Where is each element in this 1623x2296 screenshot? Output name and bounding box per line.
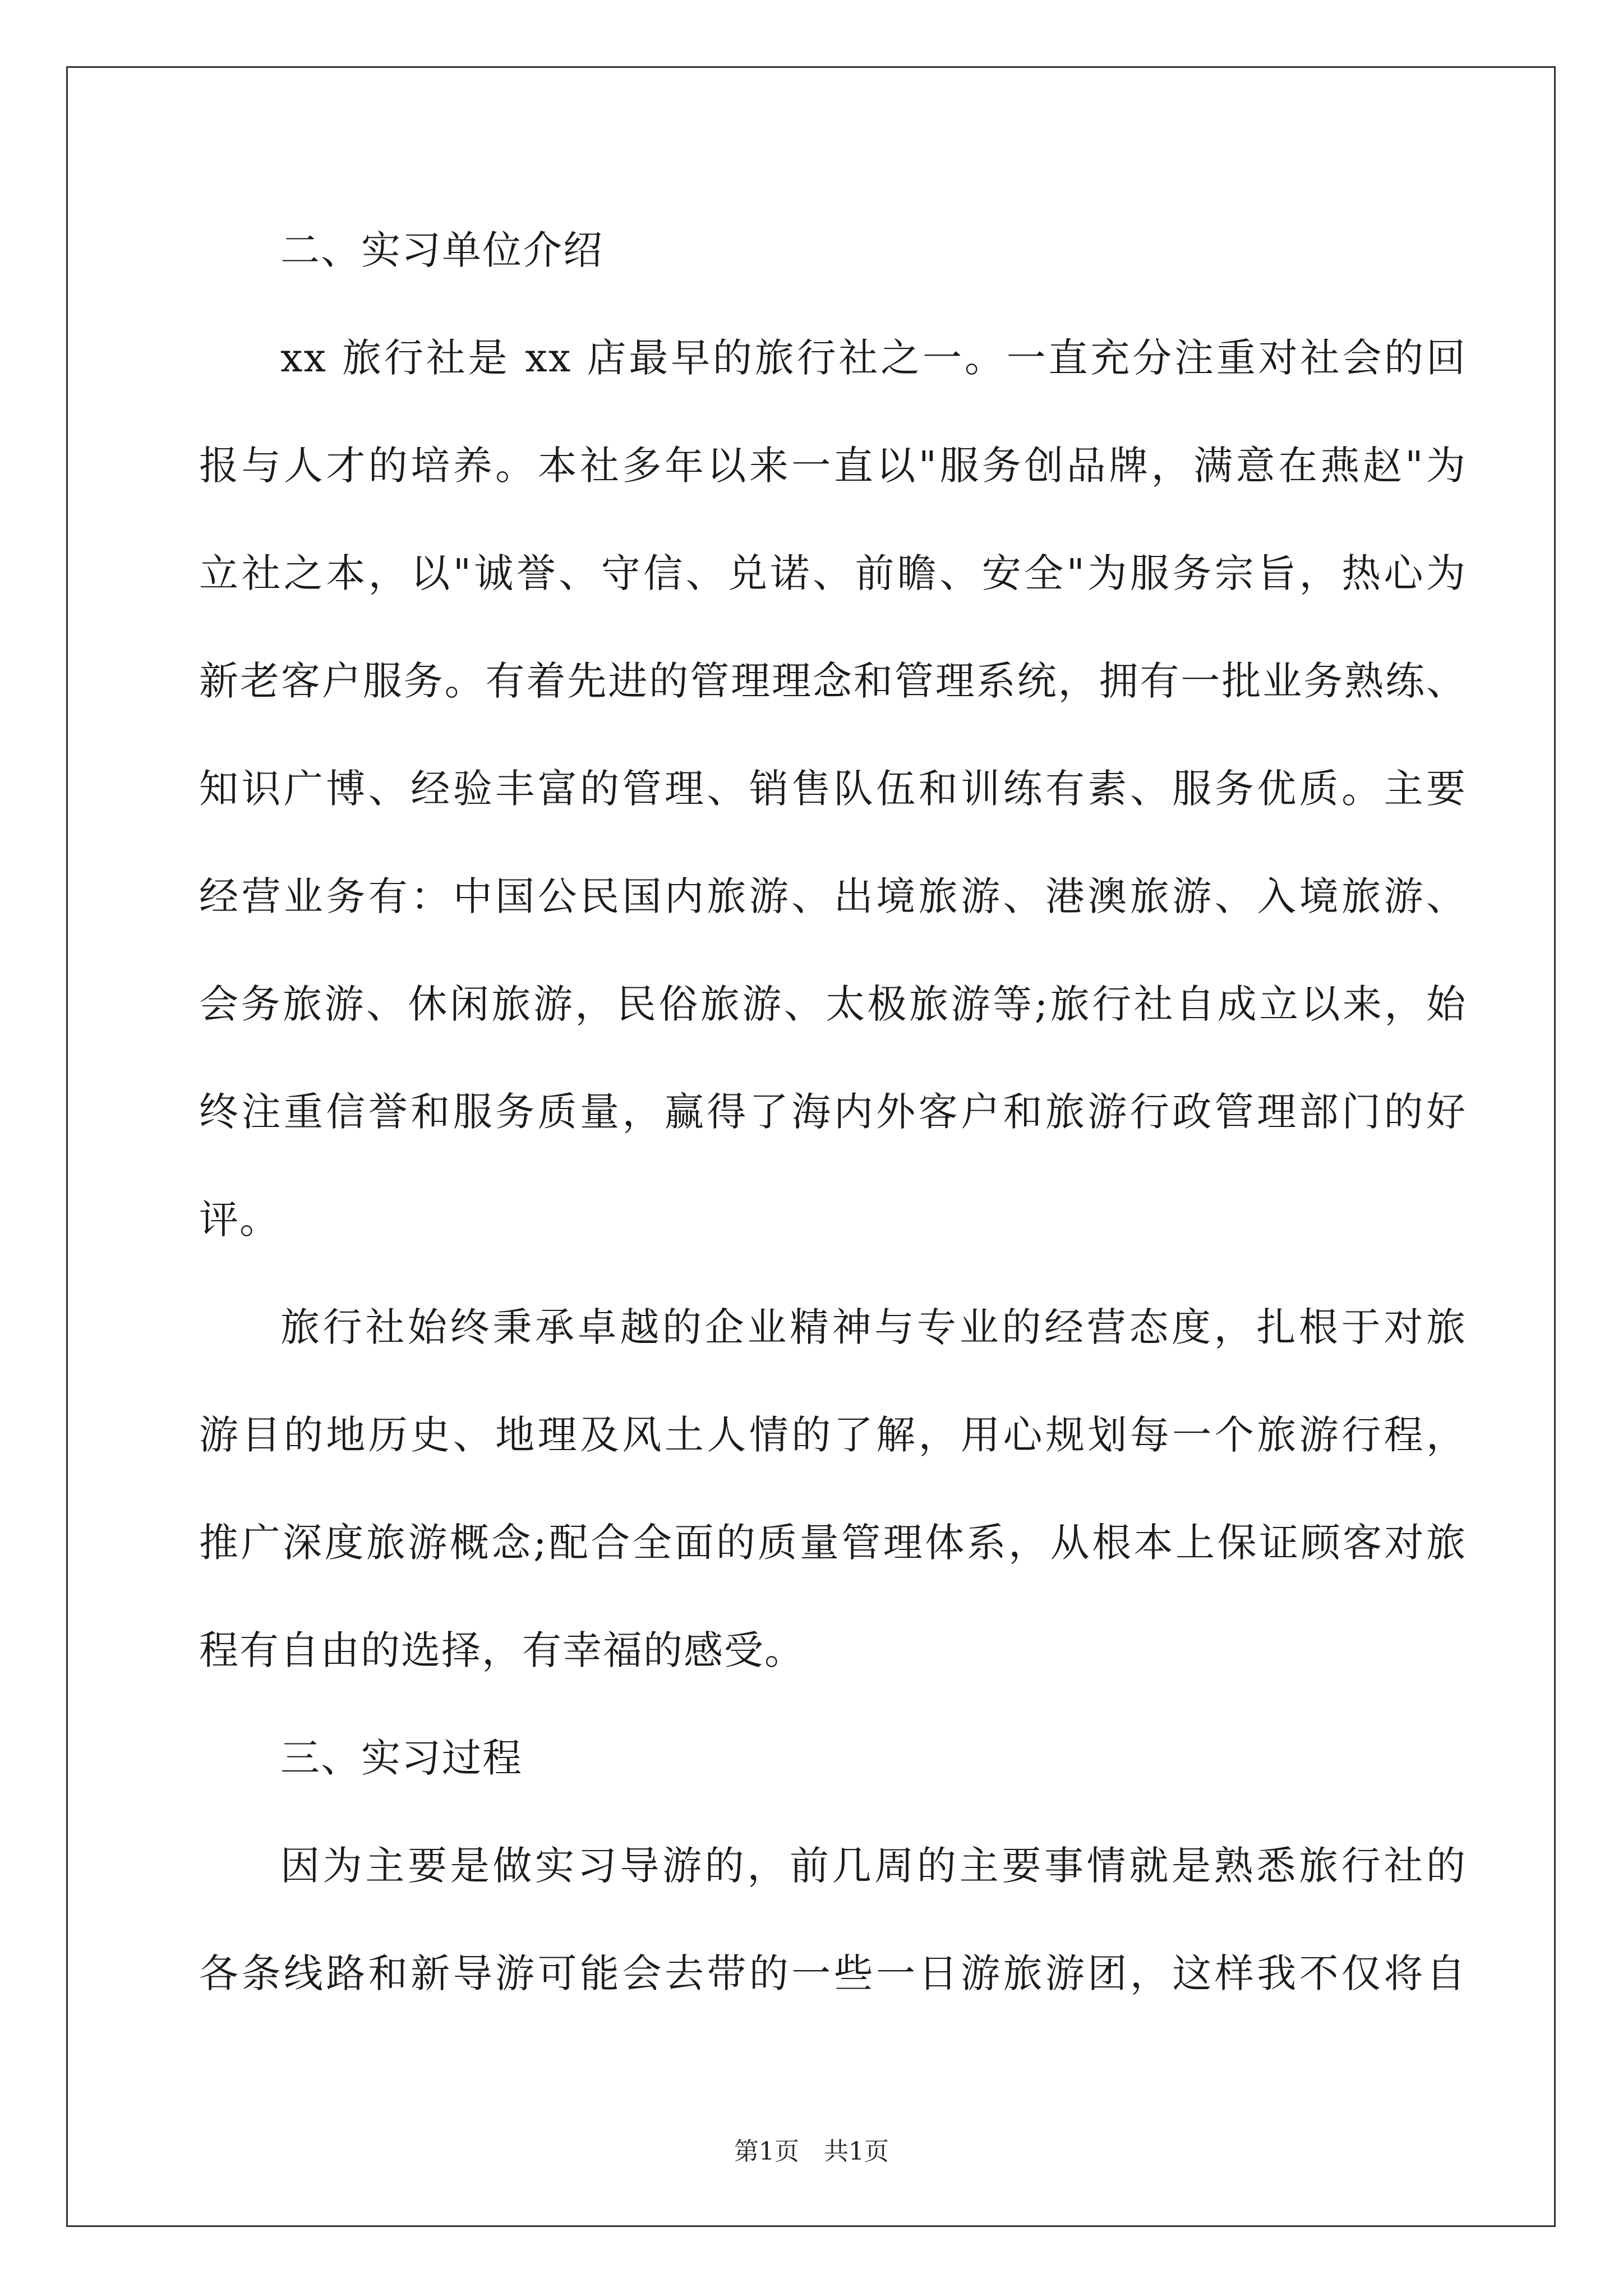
- paragraph-line: 终注重信誉和服务质量，赢得了海内外客户和旅游行政管理部门的好: [199, 1089, 1467, 1135]
- paragraph-line: 经营业务有：中国公民国内旅游、出境旅游、港澳旅游、入境旅游、: [199, 873, 1467, 919]
- paragraph-line: 评。: [199, 1197, 280, 1243]
- paragraph-line: xx 旅行社是 xx 店最早的旅行社之一。一直充分注重对社会的回: [280, 335, 1467, 381]
- paragraph-line: 推广深度旅游概念;配合全面的质量管理体系，从根本上保证顾客对旅: [199, 1520, 1467, 1566]
- paragraph-line: 因为主要是做实习导游的，前几周的主要事情就是熟悉旅行社的: [280, 1843, 1467, 1889]
- paragraph-line: 各条线路和新导游可能会去带的一些一日游旅游团，这样我不仅将自: [199, 1950, 1467, 1996]
- paragraph-line: 会务旅游、休闲旅游，民俗旅游、太极旅游等;旅行社自成立以来，始: [199, 981, 1467, 1027]
- paragraph-line: 新老客户服务。有着先进的管理理念和管理系统，拥有一批业务熟练、: [199, 658, 1467, 704]
- paragraph-line: 报与人才的培养。本社多年以来一直以"服务创品牌，满意在燕赵"为: [199, 443, 1467, 489]
- paragraph-line: 知识广博、经验丰富的管理、销售队伍和训练有素、服务优质。主要: [199, 766, 1467, 812]
- section-heading: 二、实习单位介绍: [280, 227, 603, 273]
- paragraph-line: 旅行社始终秉承卓越的企业精神与专业的经营态度，扎根于对旅: [280, 1304, 1467, 1350]
- paragraph-line: 程有自由的选择，有幸福的感受。: [199, 1627, 805, 1673]
- page-border: [66, 66, 1556, 2227]
- paragraph-line: 游目的地历史、地理及风土人情的了解，用心规划每一个旅游行程，: [199, 1412, 1467, 1458]
- page-footer: 第1页 共1页: [734, 2137, 889, 2166]
- paragraph-line: 立社之本，以"诚誉、守信、兑诺、前瞻、安全"为服务宗旨，热心为: [199, 550, 1467, 596]
- section-heading: 三、实习过程: [280, 1735, 523, 1781]
